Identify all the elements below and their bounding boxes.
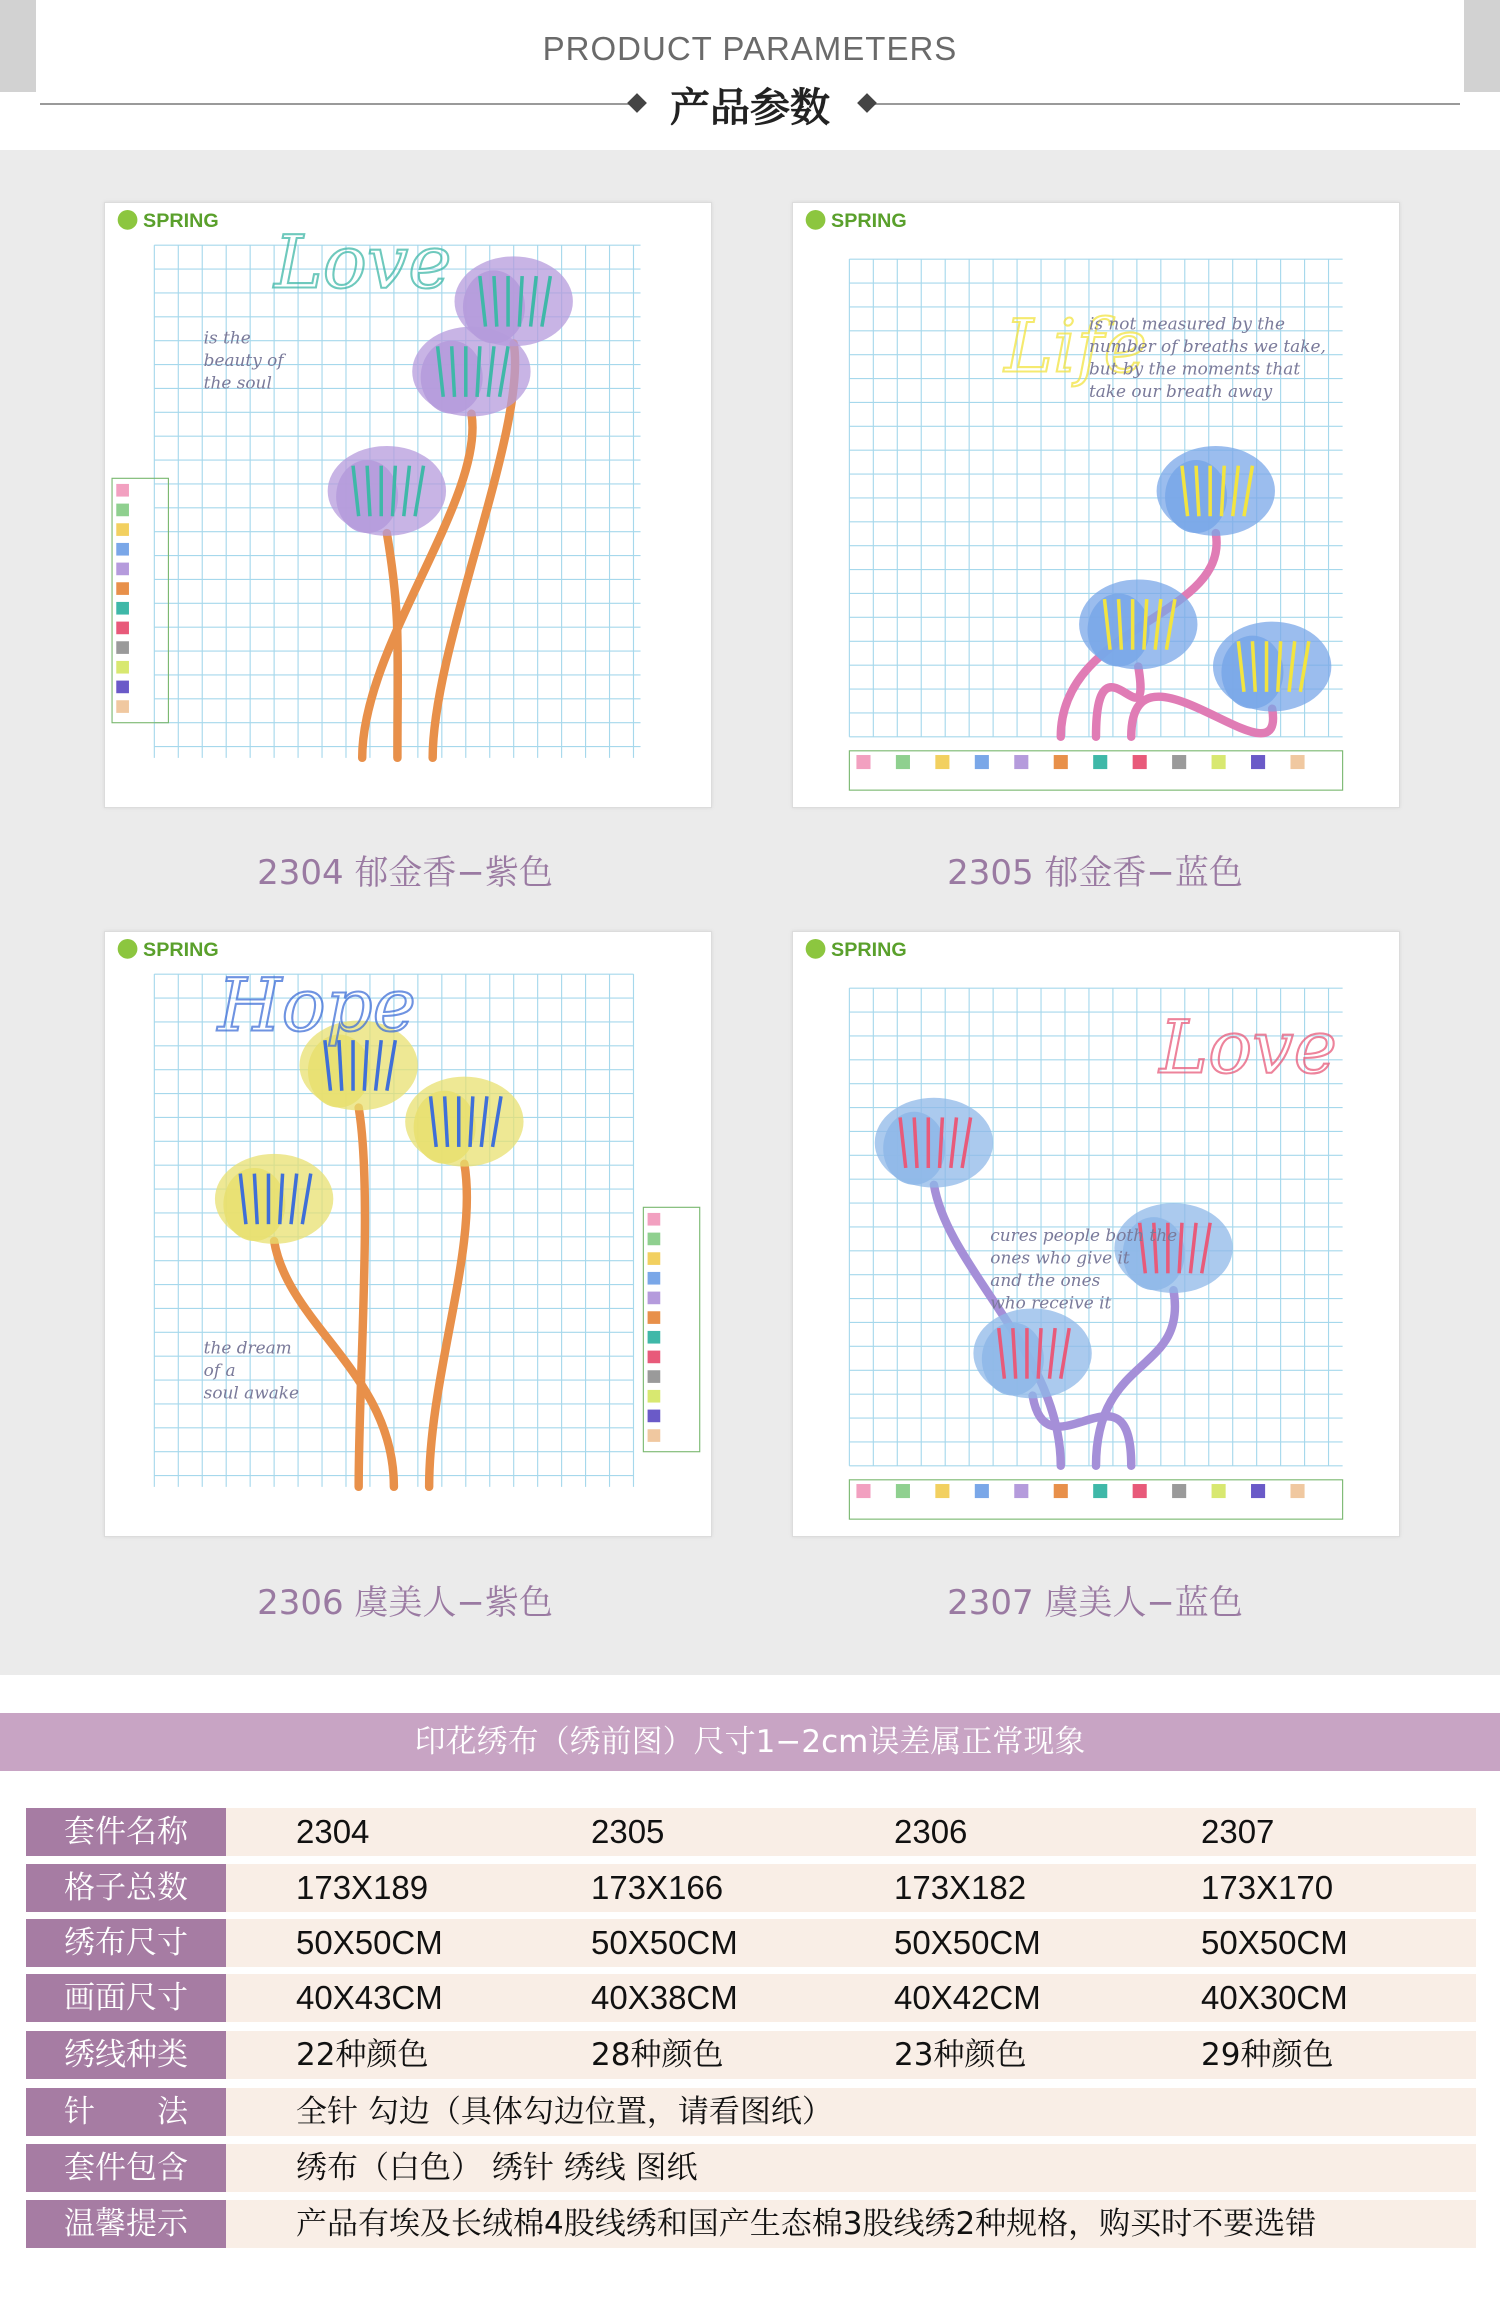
spec-value: 2307 — [1201, 1813, 1275, 1850]
flower-head — [328, 446, 446, 536]
spec-value: 绣布（白色） 绣针 绣线 图纸 — [296, 2150, 698, 2186]
script-title: Love — [274, 220, 452, 306]
quote-line: the soul — [203, 372, 272, 393]
spec-label: 套件名称 — [26, 1808, 226, 1856]
spec-row-grid-count — [26, 1864, 1476, 1912]
spec-row-tips — [26, 2200, 1476, 2248]
quote-line: and the ones — [990, 1269, 1101, 1290]
caption-2304: 2304 郁金香−紫色 — [257, 853, 553, 893]
caption-2306: 2306 虞美人−紫色 — [257, 1583, 553, 1623]
color-legend — [849, 751, 1342, 790]
caption-2305: 2305 郁金香−蓝色 — [947, 853, 1243, 893]
pattern-chart-1 — [793, 203, 1399, 807]
brand-name: SPRING — [143, 938, 219, 961]
spec-value: 173X166 — [591, 1869, 724, 1906]
color-legend — [643, 1207, 699, 1451]
quote-line: who receive it — [990, 1292, 1112, 1313]
spec-label: 画面尺寸 — [26, 1974, 226, 2022]
spec-value: 173X189 — [296, 1869, 429, 1906]
spec-row-kit-contents — [26, 2144, 1476, 2192]
quote-line: cures people both the — [990, 1225, 1178, 1246]
flower-head — [973, 1308, 1091, 1398]
brand-logo-icon — [806, 210, 826, 230]
spec-value: 173X182 — [894, 1869, 1027, 1906]
quote-line: ones who give it — [990, 1247, 1130, 1268]
spec-label: 针 法 — [26, 2088, 226, 2136]
script-title: Life — [1004, 304, 1147, 390]
spec-label: 套件包含 — [26, 2144, 226, 2192]
spec-row-stitch — [26, 2088, 1476, 2136]
quote-line: take our breath away — [1088, 380, 1273, 401]
page-header — [0, 0, 1500, 150]
flower-head — [455, 256, 573, 346]
brand-name: SPRING — [831, 209, 907, 232]
script-title: Love — [1159, 1005, 1337, 1091]
brand-name: SPRING — [831, 938, 907, 961]
flower-head — [875, 1098, 993, 1188]
pattern-card-2304[interactable] — [104, 202, 712, 808]
pattern-chart-0 — [105, 203, 711, 807]
spec-value: 40X42CM — [894, 1979, 1041, 2016]
flower-head — [1114, 1203, 1232, 1293]
brand-logo-icon — [806, 939, 826, 959]
spec-value: 50X50CM — [894, 1924, 1041, 1961]
spec-row-thread-types — [26, 2031, 1476, 2079]
header-title-cn: 产品参数 — [670, 85, 830, 131]
pattern-card-2307[interactable] — [792, 931, 1400, 1537]
pattern-chart-3 — [793, 932, 1399, 1536]
spec-value: 29种颜色 — [1201, 2037, 1334, 2073]
spec-value: 产品有埃及长绒棉4股线绣和国产生态棉3股线绣2种规格，购买时不要选错 — [296, 2206, 1317, 2242]
spec-row-kit-name — [26, 1808, 1476, 1856]
spec-value: 2305 — [591, 1813, 665, 1850]
spec-value: 40X38CM — [591, 1979, 738, 2016]
script-title: Hope — [217, 963, 417, 1049]
spec-value: 28种颜色 — [591, 2037, 724, 2073]
quote-line: of a — [203, 1359, 236, 1380]
quote-line: the dream — [203, 1337, 292, 1358]
brand-logo-icon — [118, 939, 138, 959]
spec-value: 40X43CM — [296, 1979, 443, 2016]
spec-value: 50X50CM — [1201, 1924, 1348, 1961]
pattern-card-2305[interactable] — [792, 202, 1400, 808]
spec-label: 绣线种类 — [26, 2031, 226, 2079]
quote-line: is not measured by the — [1088, 313, 1286, 334]
spec-value: 全针 勾边（具体勾边位置，请看图纸） — [296, 2094, 833, 2130]
spec-value: 2306 — [894, 1813, 968, 1850]
spec-value: 2304 — [296, 1813, 370, 1850]
color-legend — [849, 1480, 1342, 1519]
spec-value: 40X30CM — [1201, 1979, 1348, 2016]
pattern-chart-2 — [105, 932, 711, 1536]
caption-2307: 2307 虞美人−蓝色 — [947, 1583, 1243, 1623]
flower-head — [405, 1077, 523, 1167]
brand-name: SPRING — [143, 209, 219, 232]
quote-line: soul awake — [203, 1382, 300, 1403]
spec-value: 23种颜色 — [894, 2037, 1027, 2073]
quote-line: beauty of — [203, 349, 284, 370]
spec-value: 173X170 — [1201, 1869, 1334, 1906]
pattern-card-2306[interactable] — [104, 931, 712, 1537]
quote-line: but by the moments that — [1088, 358, 1301, 379]
spec-label: 温馨提示 — [26, 2200, 226, 2248]
color-legend — [112, 478, 168, 722]
spec-value: 50X50CM — [591, 1924, 738, 1961]
spec-value: 50X50CM — [296, 1924, 443, 1961]
spec-row-fabric-size — [26, 1919, 1476, 1967]
spec-label: 格子总数 — [26, 1864, 226, 1912]
product-gallery — [0, 150, 1500, 1675]
brand-logo-icon — [118, 210, 138, 230]
quote-line: is the — [203, 327, 251, 348]
spec-label: 绣布尺寸 — [26, 1919, 226, 1967]
spec-row-image-size — [26, 1974, 1476, 2022]
spec-value: 22种颜色 — [296, 2037, 429, 2073]
notice-banner: 印花绣布（绣前图）尺寸1−2cm误差属正常现象 — [0, 1713, 1500, 1771]
flower-head — [1157, 446, 1275, 536]
flower-head — [1213, 622, 1331, 712]
flower-head — [1079, 579, 1197, 669]
header-title-en: PRODUCT PARAMETERS — [542, 30, 958, 67]
flower-head — [215, 1154, 333, 1244]
quote-line: number of breaths we take, — [1088, 335, 1326, 356]
